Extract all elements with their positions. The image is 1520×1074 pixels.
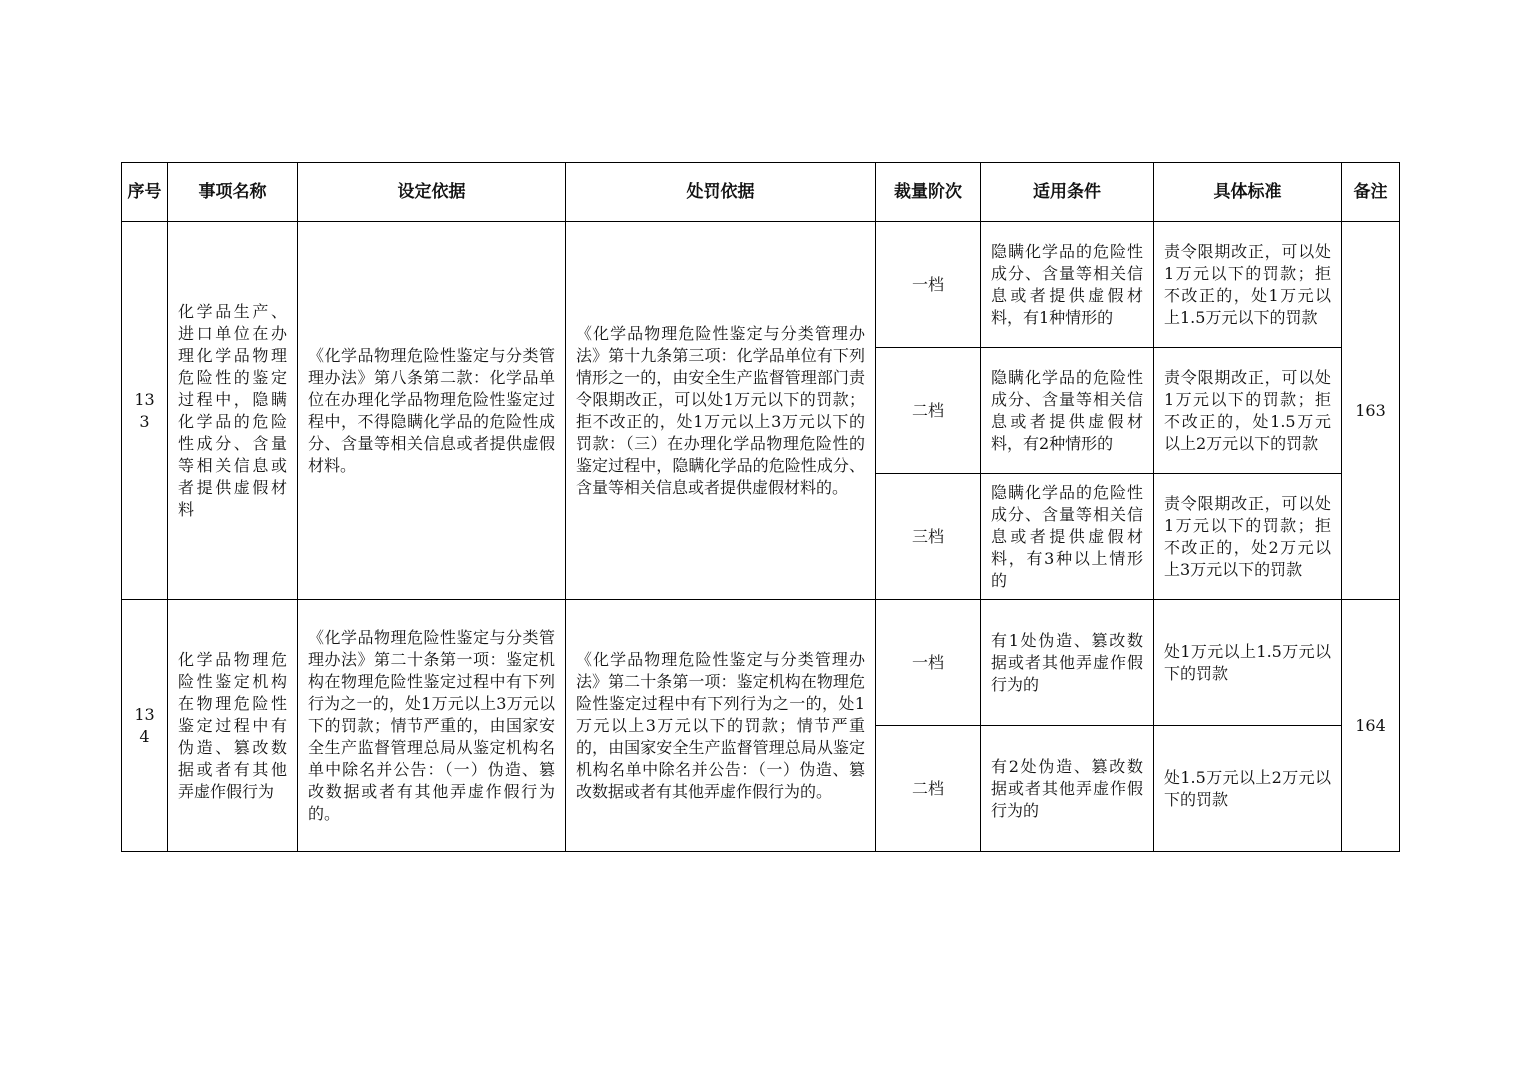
row-remark: 163 <box>1342 222 1400 600</box>
penalty-discretion-table <box>121 162 1400 852</box>
row-standard: 责令限期改正，可以处1万元以下的罚款；拒不改正的，处2万元以上3万元以下的罚款 <box>1154 474 1342 600</box>
row-condition: 隐瞒化学品的危险性成分、含量等相关信息或者提供虚假材料，有2种情形的 <box>981 348 1154 474</box>
row-penalty-basis: 《化学品物理危险性鉴定与分类管理办法》第十九条第三项：化学品单位有下列情形之一的，由安全生产监督管理部门责令限期改正，可以处1万元以下的罚款；拒不改正的，处1万元以上3万元以下的罚款：（三）在办理化学品物理危险性的鉴定过程中，隐瞒化学品的危险性成分、含量等相关信息或者提供虚假材料的。 <box>566 222 876 600</box>
row-condition: 有1处伪造、篡改数据或者其他弄虚作假行为的 <box>981 600 1154 726</box>
row-level: 二档 <box>876 726 981 852</box>
header-setting-basis: 设定依据 <box>298 163 566 222</box>
row-standard: 处1万元以上1.5万元以下的罚款 <box>1154 600 1342 726</box>
row-remark: 164 <box>1342 600 1400 852</box>
row-condition: 有2处伪造、篡改数据或者其他弄虚作假行为的 <box>981 726 1154 852</box>
row-standard: 责令限期改正，可以处1万元以下的罚款；拒不改正的，处1.5万元以上2万元以下的罚款 <box>1154 348 1342 474</box>
row-standard: 处1.5万元以上2万元以下的罚款 <box>1154 726 1342 852</box>
table-row <box>122 222 1400 348</box>
table-header-row <box>122 163 1400 222</box>
header-penalty-basis: 处罚依据 <box>566 163 876 222</box>
row-item-name: 化学品物理危险性鉴定机构在物理危险性鉴定过程中有伪造、篡改数据或者有其他弄虚作假行为 <box>168 600 298 852</box>
header-level: 裁量阶次 <box>876 163 981 222</box>
row-seq: 134 <box>122 600 168 852</box>
header-seq: 序号 <box>122 163 168 222</box>
header-standard: 具体标准 <box>1154 163 1342 222</box>
header-remark: 备注 <box>1342 163 1400 222</box>
row-level: 三档 <box>876 474 981 600</box>
penalty-table-page <box>121 162 1400 852</box>
row-setting-basis: 《化学品物理危险性鉴定与分类管理办法》第八条第二款：化学品单位在办理化学品物理危险性鉴定过程中，不得隐瞒化学品的危险性成分、含量等相关信息或者提供虚假材料。 <box>298 222 566 600</box>
row-penalty-basis: 《化学品物理危险性鉴定与分类管理办法》第二十条第一项：鉴定机构在物理危险性鉴定过程中有下列行为之一的，处1万元以上3万元以下的罚款；情节严重的，由国家安全生产监督管理总局从鉴定机构名单中除名并公告：（一）伪造、篡改数据或者有其他弄虚作假行为的。 <box>566 600 876 852</box>
row-condition: 隐瞒化学品的危险性成分、含量等相关信息或者提供虚假材料，有3种以上情形的 <box>981 474 1154 600</box>
row-condition: 隐瞒化学品的危险性成分、含量等相关信息或者提供虚假材料，有1种情形的 <box>981 222 1154 348</box>
row-seq: 133 <box>122 222 168 600</box>
table-row <box>122 600 1400 726</box>
row-level: 二档 <box>876 348 981 474</box>
header-item-name: 事项名称 <box>168 163 298 222</box>
row-level: 一档 <box>876 222 981 348</box>
row-standard: 责令限期改正，可以处1万元以下的罚款；拒不改正的，处1万元以上1.5万元以下的罚款 <box>1154 222 1342 348</box>
header-condition: 适用条件 <box>981 163 1154 222</box>
row-setting-basis: 《化学品物理危险性鉴定与分类管理办法》第二十条第一项：鉴定机构在物理危险性鉴定过程中有下列行为之一的，处1万元以上3万元以下的罚款；情节严重的，由国家安全生产监督管理总局从鉴定机构名单中除名并公告：（一）伪造、篡改数据或者有其他弄虚作假行为的。 <box>298 600 566 852</box>
row-level: 一档 <box>876 600 981 726</box>
row-item-name: 化学品生产、进口单位在办理化学品物理危险性的鉴定过程中，隐瞒化学品的危险性成分、含量等相关信息或者提供虚假材料 <box>168 222 298 600</box>
